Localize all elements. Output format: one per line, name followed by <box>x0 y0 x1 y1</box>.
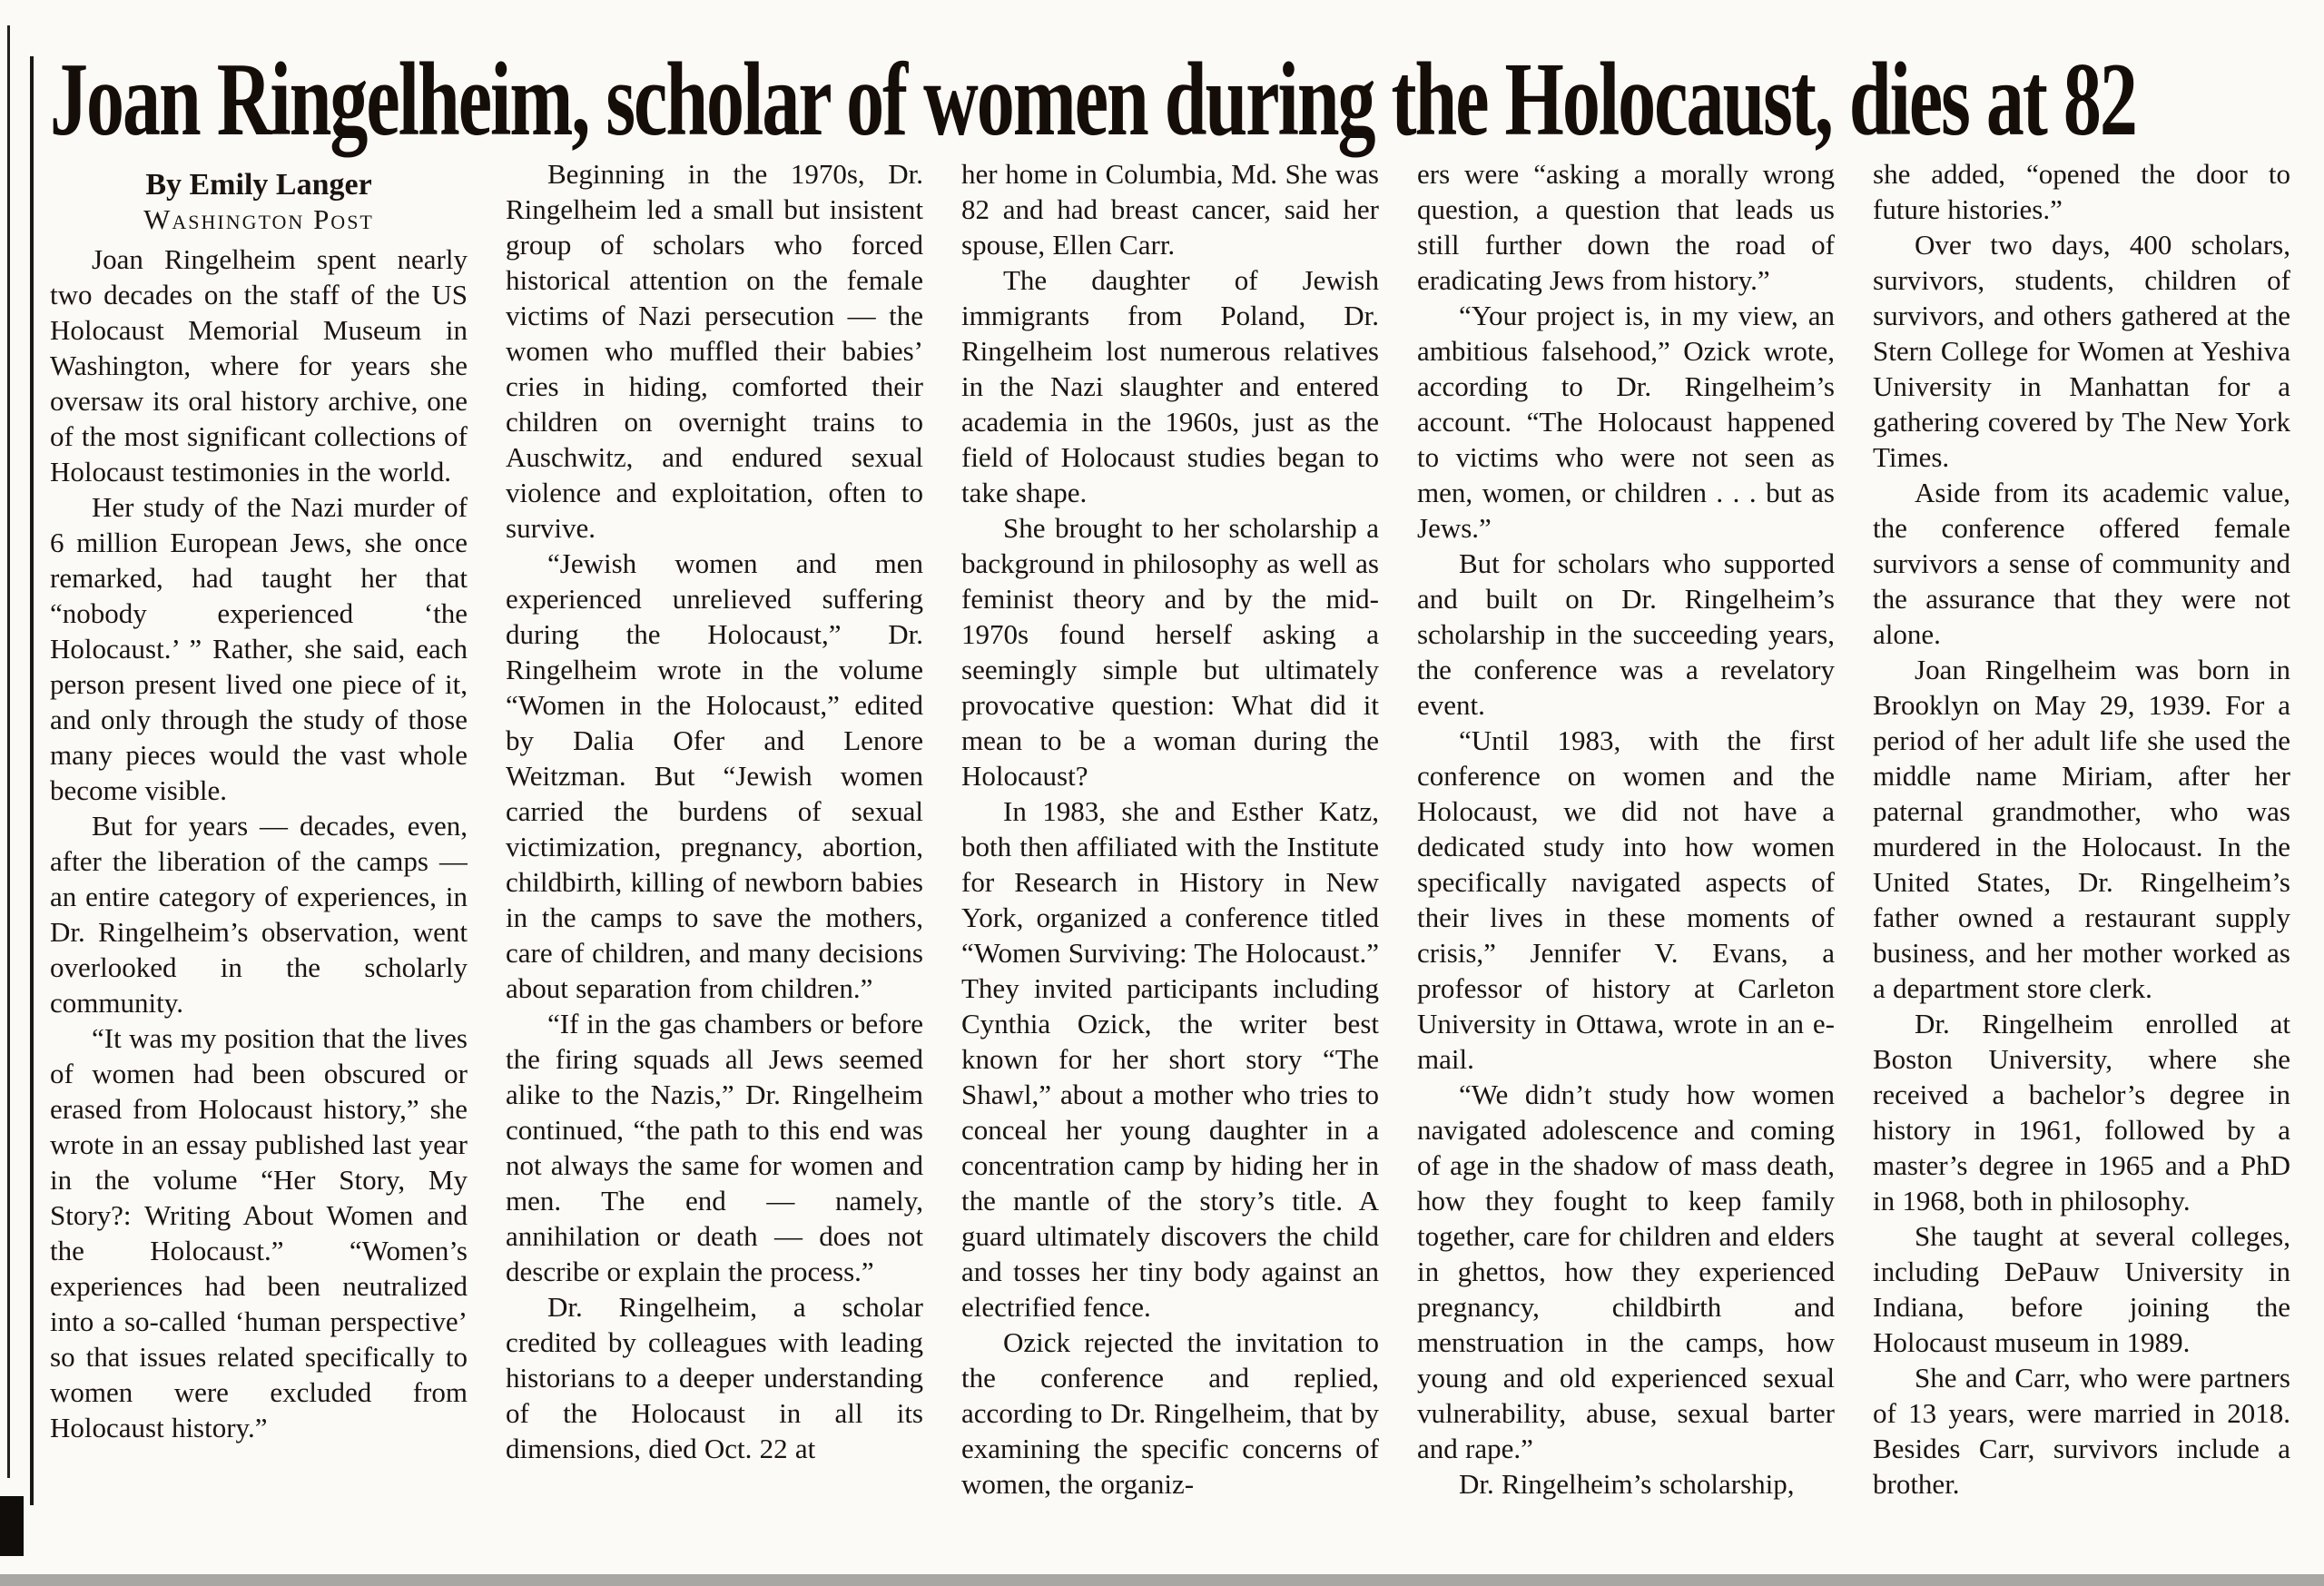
left-edge-rule-inner <box>30 56 34 1505</box>
article-column-3 <box>961 156 1379 1559</box>
bottom-page-rule <box>0 1574 2324 1586</box>
paragraph: She brought to her scholarship a background in philosophy as well as feminist theory and by the mid-1970s found herself asking a seemingly simple but ultimately provocative question: What did it mean to be a woman during the Holocaust? <box>961 512 1379 792</box>
paragraph: Dr. Ringelheim’s scholarship, <box>1459 1468 1795 1500</box>
paragraph: But for scholars who supported and built on Dr. Ringelheim’s scholarship in the succeeding years, the conference was a revelatory event. <box>1417 547 1835 721</box>
paragraph: Over two days, 400 scholars, survivors, students, children of survivors, and others gathered at the Stern College for Women at Yeshiva University in Manhattan for a gathering covered by The New York Times. <box>1873 229 2290 473</box>
article-column-4 <box>1417 156 1835 1559</box>
paragraph: Her study of the Nazi murder of 6 million European Jews, she once remarked, had taught her that “nobody experienced ‘the Holocaust.’ ” Rather, she said, each person present lived one piece of it, and only through the study of those many pieces would the vast whole become visible. <box>50 491 468 806</box>
paragraph: “Until 1983, with the first conference on women and the Holocaust, we did not have a dedicated study into how women specifically navigated aspects of their lives in these moments of crisis,” Jennifer V. Evans, a professor of history at Carleton University in Ottawa, wrote in an e-mail. <box>1417 724 1835 1075</box>
paragraph: Joan Ringelheim spent nearly two decades on the staff of the US Holocaust Memorial Museum in Washington, where for years she oversaw its oral history archive, one of the most significant collections of Holocaust testimonies in the world. <box>50 243 468 488</box>
column-body <box>50 241 468 1445</box>
column-body <box>1417 156 1835 1502</box>
headline: Joan Ringelheim, scholar of women during the Holocaust, dies at 82 <box>50 41 2136 159</box>
paragraph: Dr. Ringelheim enrolled at Boston University, where she received a bachelor’s degree in history in 1961, followed by a master’s degree in 1965 and a PhD in 1968, both in philosophy. <box>1873 1008 2290 1217</box>
column-body <box>506 156 923 1466</box>
column-body <box>1873 156 2290 1502</box>
paragraph: Joan Ringelheim was born in Brooklyn on May 29, 1939. For a period of her adult life she used the middle name Miriam, after her paternal grandmother, who was murdered in the Holocaust. In the United States, Dr. Ringelheim’s father owned a restaurant supply business, and her mother worked as a department store clerk. <box>1873 654 2290 1004</box>
paragraph: she added, “opened the door to future histories.” <box>1873 158 2290 225</box>
paragraph: In 1983, she and Esther Katz, both then affiliated with the Institute for Research in History in New York, organized a conference titled “Women Surviving: The Holocaust.” They invited participants including Cynthia Ozick, the writer best known for her short story “The Shawl,” about a mother who tries to conceal her young daughter in a concentration camp by hiding her in the mantle of the story’s title. A guard ultimately discovers the child and tosses her tiny body against an electrified fence. <box>961 795 1379 1323</box>
paragraph: “If in the gas chambers or before the firing squads all Jews seemed alike to the Nazis,” Dr. Ringelheim continued, “the path to this end was not always the same for women and men. The end — namely, annihilation or death — does not describe or explain the process.” <box>506 1008 923 1287</box>
paragraph: “Your project is, in my view, an ambitious falsehood,” Ozick wrote, according to Dr. Ringelheim’s account. “The Holocaust happened to victims who were not seen as men, women, or children . . . but as Jews.” <box>1417 300 1835 544</box>
paragraph: Aside from its academic value, the conference offered female survivors a sense of community and the assurance that they were not alone. <box>1873 477 2290 650</box>
paragraph: She taught at several colleges, including DePauw University in Indiana, before joining the Holocaust museum in 1989. <box>1873 1220 2290 1358</box>
article-columns <box>50 156 2290 1559</box>
page-edge-mark <box>0 1496 24 1556</box>
paragraph: Dr. Ringelheim, a scholar credited by colleagues with leading historians to a deeper understanding of the Holocaust in all its dimensions, died Oct. 22 at <box>506 1291 923 1464</box>
paragraph: “Jewish women and men experienced unrelieved suffering during the Holocaust,” Dr. Ringelheim wrote in the volume “Women in the Holocaust,” edited by Dalia Ofer and Lenore Weitzman. But “Jewish women carried the burdens of sexual victimization, pregnancy, abortion, childbirth, killing of newborn babies in the camps to save the mothers, care of children, and many decisions about separation from children.” <box>506 547 923 1004</box>
paragraph: Beginning in the 1970s, Dr. Ringelheim led a small but insistent group of scholars who forced historical attention on the female victims of Nazi persecution — the women who muffled their babies’ cries in hiding, comforted their children on overnight trains to Auschwitz, and endured sexual violence and exploitation, often to survive. <box>506 158 923 544</box>
article-column-1 <box>50 156 468 1559</box>
paragraph: The daughter of Jewish immigrants from Poland, Dr. Ringelheim lost numerous relatives in the Nazi slaughter and entered academia in the 1960s, just as the field of Holocaust studies began to take shape. <box>961 264 1379 508</box>
article-column-5 <box>1873 156 2290 1559</box>
paragraph: Ozick rejected the invitation to the conference and replied, according to Dr. Ringelheim, that by examining the specific concerns of women, the organiz- <box>961 1326 1379 1500</box>
article-column-2 <box>506 156 923 1559</box>
paragraph: “It was my position that the lives of women had been obscured or erased from Holocaust history,” she wrote in an essay published last year in the volume “Her Story, My Story?: Writing About Women and the Holocaust.” “Women’s experiences had been neutralized into a so-called ‘human perspective’ so that issues related specifically to women were excluded from Holocaust history.” <box>50 1022 468 1443</box>
byline-credit: Washington Post <box>143 203 374 235</box>
paragraph: her home in Columbia, Md. She was 82 and had breast cancer, said her spouse, Ellen Carr. <box>961 158 1379 261</box>
paragraph: “We didn’t study how women navigated adolescence and coming of age in the shadow of mass death, how they fought to keep family together, care for children and elders in ghettos, how they experienced pregnancy, childbirth and menstruation in the camps, how young and old experienced sexual vulnerability, abuse, sexual barter and rape.” <box>1417 1079 1835 1464</box>
paragraph: But for years — decades, even, after the liberation of the camps — an entire category of experiences, in Dr. Ringelheim’s observation, went overlooked in the scholarly community. <box>50 810 468 1019</box>
byline: By Emily Langer <box>145 168 372 202</box>
column-body <box>961 156 1379 1502</box>
paragraph: She and Carr, who were partners of 13 years, were married in 2018. Besides Carr, survivors include a brother. <box>1873 1362 2290 1500</box>
paragraph: ers were “asking a morally wrong question, a question that leads us still further down the road of eradicating Jews from history.” <box>1417 158 1835 296</box>
left-edge-rule-outer <box>7 25 10 1478</box>
